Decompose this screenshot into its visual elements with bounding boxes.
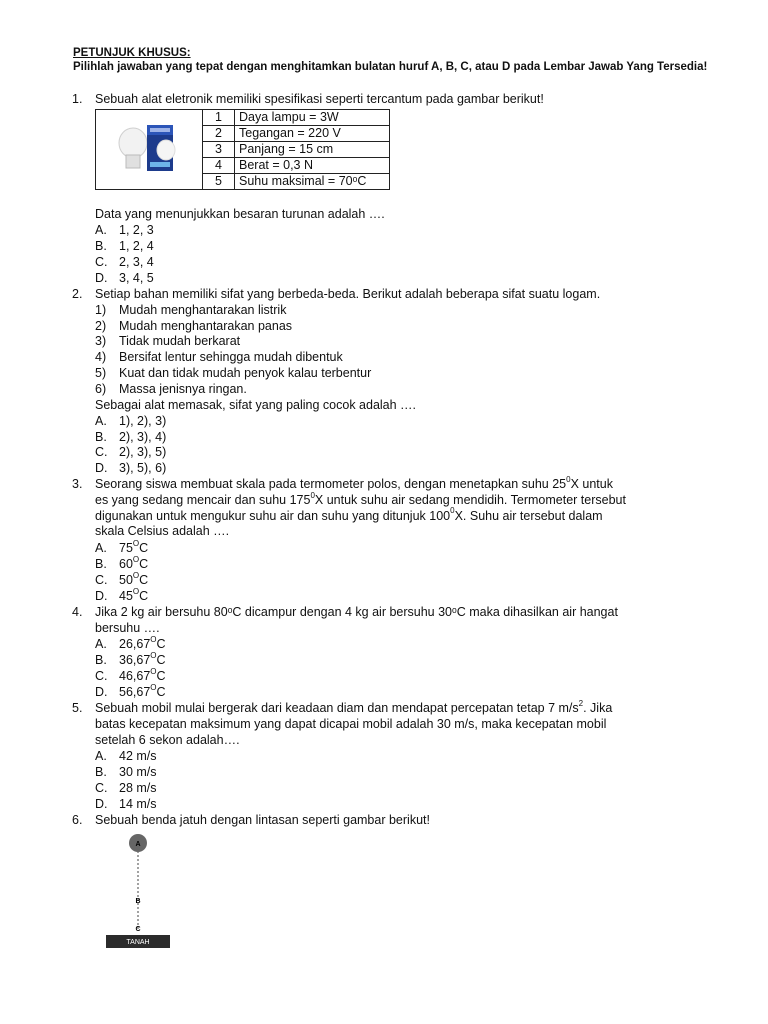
specification-table xyxy=(202,109,390,190)
ground-label: TANAH xyxy=(126,939,150,946)
question-text: Sebuah mobil mulai bergerak dari keadaan diam dan mendapat percepatan tetap 7 $m/s^2$. Jika batas kecepatan maksimum yang dapat dicapai mobil adalah 30 m/s, maka kecepatan mobil setelah 6 sekon adalah…. xyxy=(95,698,613,747)
table-row: 5 Suhu maksimal = 70ᵒC xyxy=(203,174,390,190)
question-number: 1. xyxy=(72,92,83,106)
list-item: 5) Kuat dan tidak mudah penyok kalau terbentur xyxy=(95,366,372,380)
option-c: C. $46,67^OC$ xyxy=(95,666,166,683)
option-c: C. 2, 3, 4 xyxy=(95,255,154,269)
option-c: C. 28 m/s xyxy=(95,781,157,795)
question-number: 5. xyxy=(72,701,83,715)
table-row: 4 Berat = 0,3 N xyxy=(203,158,390,174)
option-c: C. $50^OC$ xyxy=(95,570,149,587)
option-d: D. 3, 4, 5 xyxy=(95,271,154,285)
option-a: A. 1, 2, 3 xyxy=(95,223,154,237)
option-b: B. 30 m/s xyxy=(95,765,157,779)
option-d: D. $45^OC$ xyxy=(95,586,149,603)
question-number: 6. xyxy=(72,813,83,827)
table-row: 3 Panjang = 15 cm xyxy=(203,142,390,158)
option-b: B. 1, 2, 4 xyxy=(95,239,154,253)
option-a: A. 42 m/s xyxy=(95,749,157,763)
light-bulb-icon xyxy=(96,110,202,190)
question-2-prompt: Sebagai alat memasak, sifat yang paling cocok adalah …. xyxy=(95,398,417,412)
instructions-header xyxy=(73,46,723,74)
question-number: 4. xyxy=(72,605,83,619)
instructions-title: PETUNJUK KHUSUS: xyxy=(73,47,191,59)
table-row: 1 Daya lampu = 3W xyxy=(203,110,390,126)
instructions-text: Pilihlah jawaban yang tepat dengan menghitamkan bulatan huruf A, B, C, atau D pada Lembar Jawab Yang Tersedia! xyxy=(73,61,708,73)
option-b: B. 2), 3), 4) xyxy=(95,430,167,444)
option-c: C. 2), 3), 5) xyxy=(95,445,167,459)
question-number: 2. xyxy=(72,287,83,301)
option-a: A. $75^OC$ xyxy=(95,538,149,555)
point-a-label: A xyxy=(135,841,141,848)
list-item: 3) Tidak mudah berkarat xyxy=(95,334,241,348)
question-number: 3. xyxy=(72,477,83,491)
question-1-prompt: Data yang menunjukkan besaran turunan adalah …. xyxy=(95,207,385,221)
option-a: A. 1), 2), 3) xyxy=(95,414,167,428)
option-b: B. $36,67^OC$ xyxy=(95,650,166,667)
option-d: D. 3), 5), 6) xyxy=(95,461,167,475)
option-b: B. $60^OC$ xyxy=(95,554,149,571)
option-d: D. 14 m/s xyxy=(95,797,157,811)
point-c-label: C xyxy=(135,926,141,933)
falling-path-figure xyxy=(100,833,180,953)
list-item: 4) Bersifat lentur sehingga mudah dibentuk xyxy=(95,350,343,364)
bulb-product-image xyxy=(95,109,202,190)
question-text: Seorang siswa membuat skala pada termometer polos, dengan menetapkan suhu $25^0X$ untuk es yang sedang mencair dan suhu $175^0X$ untuk suhu air sedang mendidih. Termometer tersebut digunakan untuk mengukur suhu air dan suhu yang ditunjuk $100^0X$. Suhu air tersebut dalam skala Celsius adalah …. xyxy=(95,474,626,539)
list-item: 2) Mudah menghantarakan panas xyxy=(95,319,293,333)
list-item: 1) Mudah menghantarakan listrik xyxy=(95,303,287,317)
point-b-label: B xyxy=(135,898,141,905)
question-text: Sebuah benda jatuh dengan lintasan seperti gambar berikut! xyxy=(95,813,430,827)
falling-object-diagram xyxy=(100,833,180,953)
question-text: Jika 2 kg air bersuhu 80ᵒC dicampur dengan 4 kg air bersuhu 30ᵒC maka dihasilkan air hangat bersuhu …. xyxy=(95,605,618,635)
table-row: 2 Tegangan = 220 V xyxy=(203,126,390,142)
list-item: 6) Massa jenisnya ringan. xyxy=(95,382,247,396)
question-text: Setiap bahan memiliki sifat yang berbeda-beda. Berikut adalah beberapa sifat suatu logam. xyxy=(95,287,601,301)
option-d: D. $56,67^OC$ xyxy=(95,682,166,699)
question-text: Sebuah alat eletronik memiliki spesifikasi seperti tercantum pada gambar berikut! xyxy=(95,92,544,106)
option-a: A. $26,67^OC$ xyxy=(95,634,166,651)
